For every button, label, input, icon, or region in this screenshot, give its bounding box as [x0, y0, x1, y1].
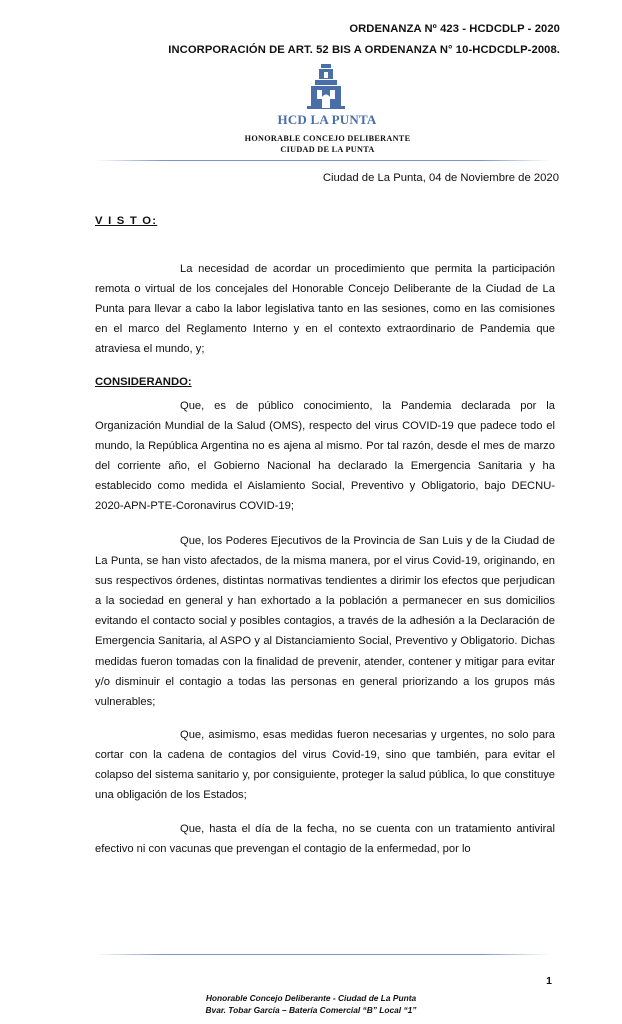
footer-institution: Honorable Concejo Deliberante - Ciudad de La Punta: [205, 993, 417, 1003]
ordinance-number: ORDENANZA Nº 423 - HCDCDLP - 2020: [349, 23, 560, 35]
visto-paragraph: La necesidad de acordar un procedimiento que permita la participación remota o virtual de los concejales del Honorable Concejo Deliberante de la Ciudad de La Punta para llevar a cabo la labor legislativa tanto en las sesiones, como en las comisiones en el marco del Reglamento Interno y en el contexto extraordinario de Pandemia que atraviesa el mundo, y;: [95, 263, 555, 356]
footer-divider: [95, 954, 550, 955]
considerando-paragraph-1: Que, es de público conocimiento, la Pandemia declarada por la Organización Mundial de la Salud (OMS), respecto del virus COVID-19 que padece todo el mundo, la República Argentina no es ajena al mismo. Por tal razón, desde el mes de marzo del corriente año, el Gobierno Nacional ha declarado la Emergencia Sanitaria y ha establecido como medida el Aislamiento Social, Preventivo y Obligatorio, bajo DECNU-2020-APN-PTE-Coronavirus COVID-19;: [95, 400, 555, 513]
tower-building-icon: [305, 64, 347, 110]
ordinance-subject: INCORPORACIÓN DE ART. 52 BIS A ORDENANZA N° 10-HCDCDLP-2008.: [168, 44, 560, 56]
footer-address: Bvar. Tobar García – Batería Comercial “B” Local “1”: [205, 1005, 417, 1015]
considerando-paragraph-2: Que, los Poderes Ejecutivos de la Provincia de San Luis y de la Ciudad de La Punta, se han visto afectados, de la misma manera, por el virus Covid-19, originando, en sus respectivos órdenes, distintas normativas tendientes a dirimir los efectos que perjudican a la sociedad en general y han exhortado a la población a permanecer en sus domicilios evitando el contacto social y posibles contagios, a través de la adhesión a la Declaración de Emergencia Sanitaria, al ASPO y al Distanciamiento Social, Preventivo y Obligatorio. Dichas medidas fueron tomadas con la finalidad de prevenir, atender, contener y mitigar para evitar y/o disminuir el contagio a todas las personas en general priorizando a los grupos más vulnerables;: [95, 535, 555, 708]
header-divider: [95, 160, 550, 161]
considerando-heading: CONSIDERANDO:: [95, 376, 192, 388]
considerando-paragraph-3: Que, asimismo, esas medidas fueron necesarias y urgentes, no solo para cortar con la cadena de contagios del virus Covid-19, sino que también, para evitar el colapso del sistema sanitario y, por consiguiente, proteger la salud pública, lo que constituye una obligación de los Estados;: [95, 729, 555, 802]
visto-heading: V I S T O:: [95, 215, 158, 227]
institution-city: CIUDAD DE LA PUNTA: [280, 145, 375, 154]
institution-name: HONORABLE CONCEJO DELIBERANTE: [244, 134, 411, 143]
brand-name: HCD LA PUNTA: [277, 112, 377, 127]
date-line: Ciudad de La Punta, 04 de Noviembre de 2020: [322, 172, 559, 184]
page-number: 1: [546, 975, 552, 987]
considerando-paragraph-4: Que, hasta el día de la fecha, no se cuenta con un tratamiento antiviral efectivo ni con vacunas que prevengan el contagio de la enfermedad, por lo: [95, 823, 555, 856]
